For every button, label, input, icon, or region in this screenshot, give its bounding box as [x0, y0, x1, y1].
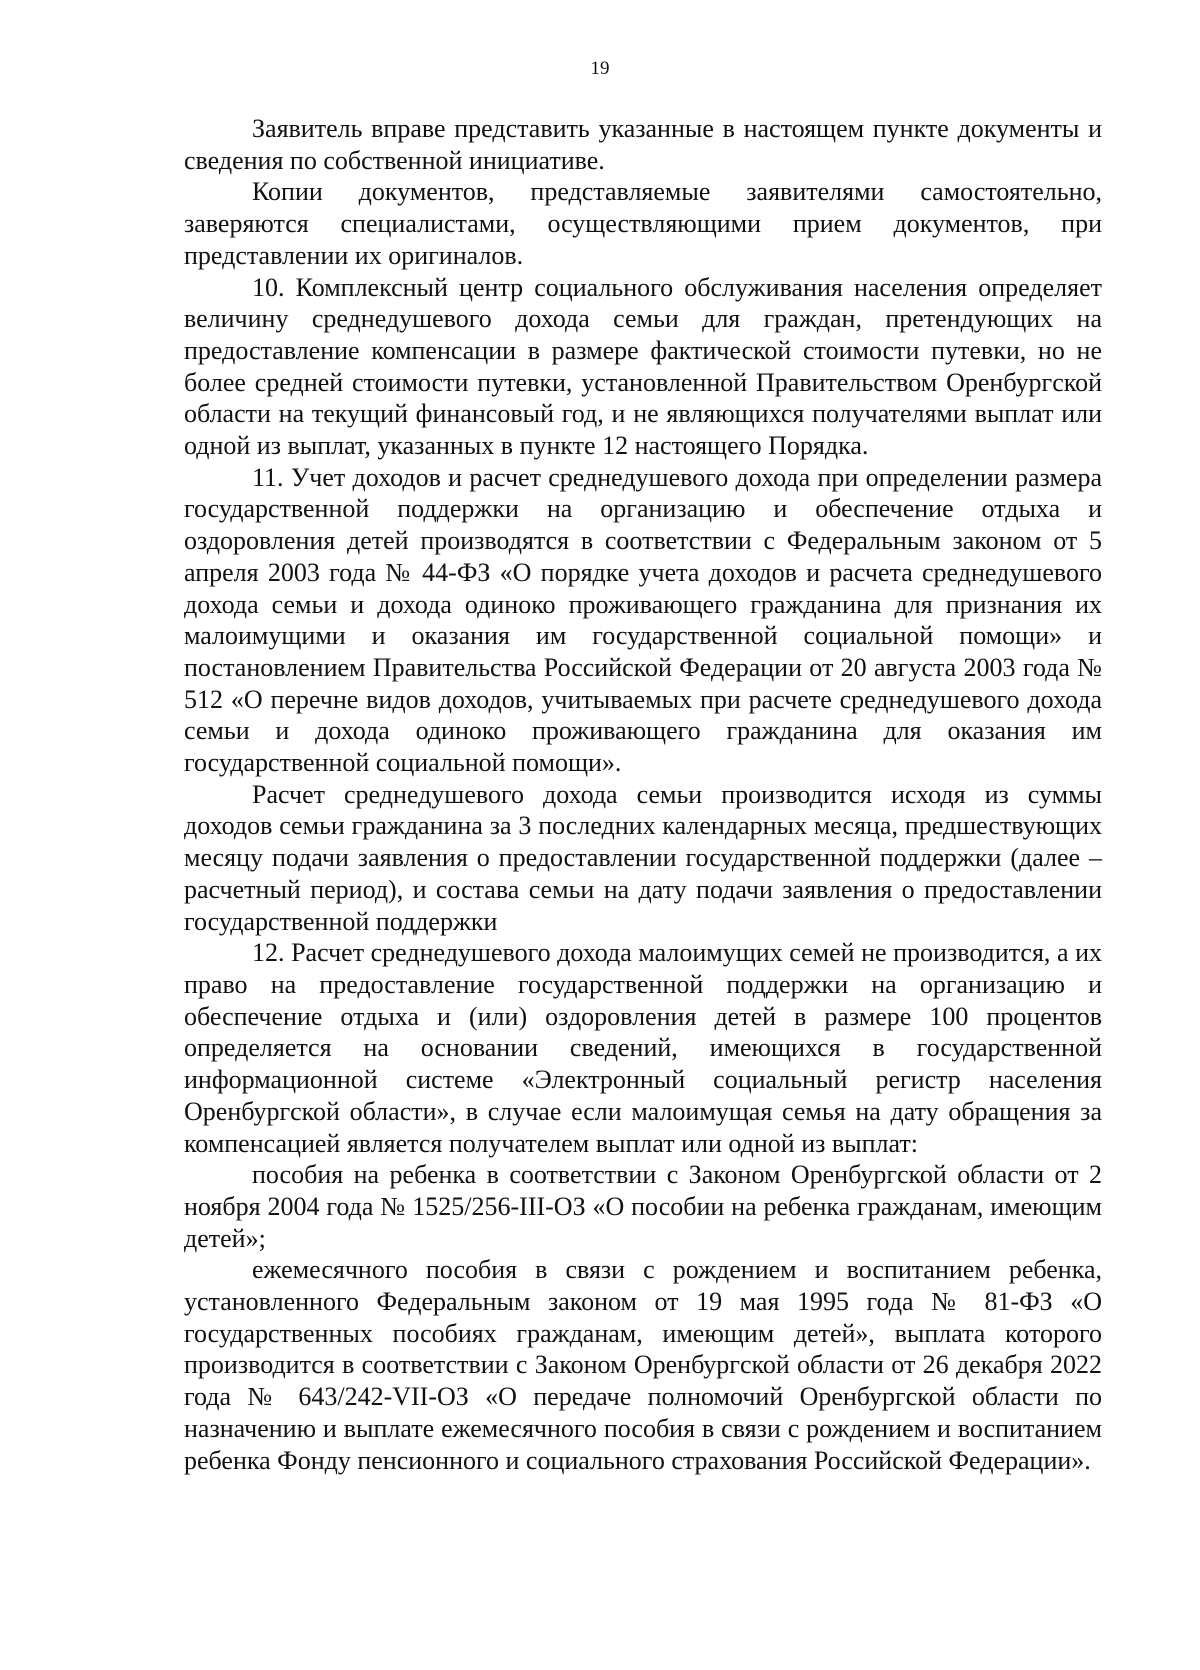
page-number: 19 — [590, 58, 610, 79]
paragraph: Копии документов, представляемые заявителями самостоятельно, заверяются специалистами, осуществляющими прием документов, при представлении их оригиналов. — [184, 177, 1102, 270]
paragraph: 10. Комплексный центр социального обслуживания населения определяет величину среднедушевого дохода семьи для граждан, претендующих на предоставление компенсации в размере фактической стоимости путевки, но не более средней стоимости путевки, установленной Правительством Оренбургской области на текущий финансовый год, и не являющихся получателями выплат или одной из выплат, указанных в пункте 12 настоящего Порядка. — [184, 272, 1102, 461]
paragraph: ежемесячного пособия в связи с рождением и воспитанием ребенка, установленного Федеральным законом от 19 мая 1995 года № 81-ФЗ «О государственных пособиях гражданам, имеющим детей», выплата которого производится в соответствии с Законом Оренбургской области от 26 декабря 2022 года № 643/242-VII-ОЗ «О передаче полномочий Оренбургской области по назначению и выплате ежемесячного пособия в связи с рождением и воспитанием ребенка Фонду пенсионного и социального страхования Российской Федерации». — [184, 1255, 1102, 1475]
paragraph: Расчет среднедушевого дохода семьи производится исходя из суммы доходов семьи гражданина за 3 последних календарных месяца, предшествующих месяцу подачи заявления о предоставлении государственной поддержки (далее – расчетный период), и состава семьи на дату подачи заявления о предоставлении государственной поддержки — [184, 779, 1102, 936]
paragraph: пособия на ребенка в соответствии с Законом Оренбургской области от 2 ноября 2004 года № 1525/256-III-ОЗ «О пособии на ребенка гражданам, имеющим детей»; — [184, 1160, 1102, 1253]
paragraph: 11. Учет доходов и расчет среднедушевого дохода при определении размера государственной поддержки на организацию и обеспечение отдыха и оздоровления детей производятся в соответствии с Федеральным законом от 5 апреля 2003 года № 44-ФЗ «О порядке учета доходов и расчета среднедушевого дохода семьи и дохода одиноко проживающего гражданина для признания их малоимущими и оказания им государственной социальной помощи» и постановлением Правительства Российской Федерации от 20 августа 2003 года № 512 «О перечне видов доходов, учитываемых при расчете среднедушевого дохода семьи и дохода одиноко проживающего гражданина для оказания им государственной социальной помощи». — [184, 462, 1102, 778]
paragraph: Заявитель вправе представить указанные в настоящем пункте документы и сведения по собственной инициативе. — [184, 114, 1102, 175]
paragraph: 12. Расчет среднедушевого дохода малоимущих семей не производится, а их право на предоставление государственной поддержки на организацию и обеспечение отдыха и (или) оздоровления детей в размере 100 процентов определяется на основании сведений, имеющихся в государственной информационной системе «Электронный социальный регистр населения Оренбургской области», в случае если малоимущая семья на дату обращения за компенсацией является получателем выплат или одной из выплат: — [184, 938, 1102, 1158]
document-body — [184, 113, 1102, 1476]
